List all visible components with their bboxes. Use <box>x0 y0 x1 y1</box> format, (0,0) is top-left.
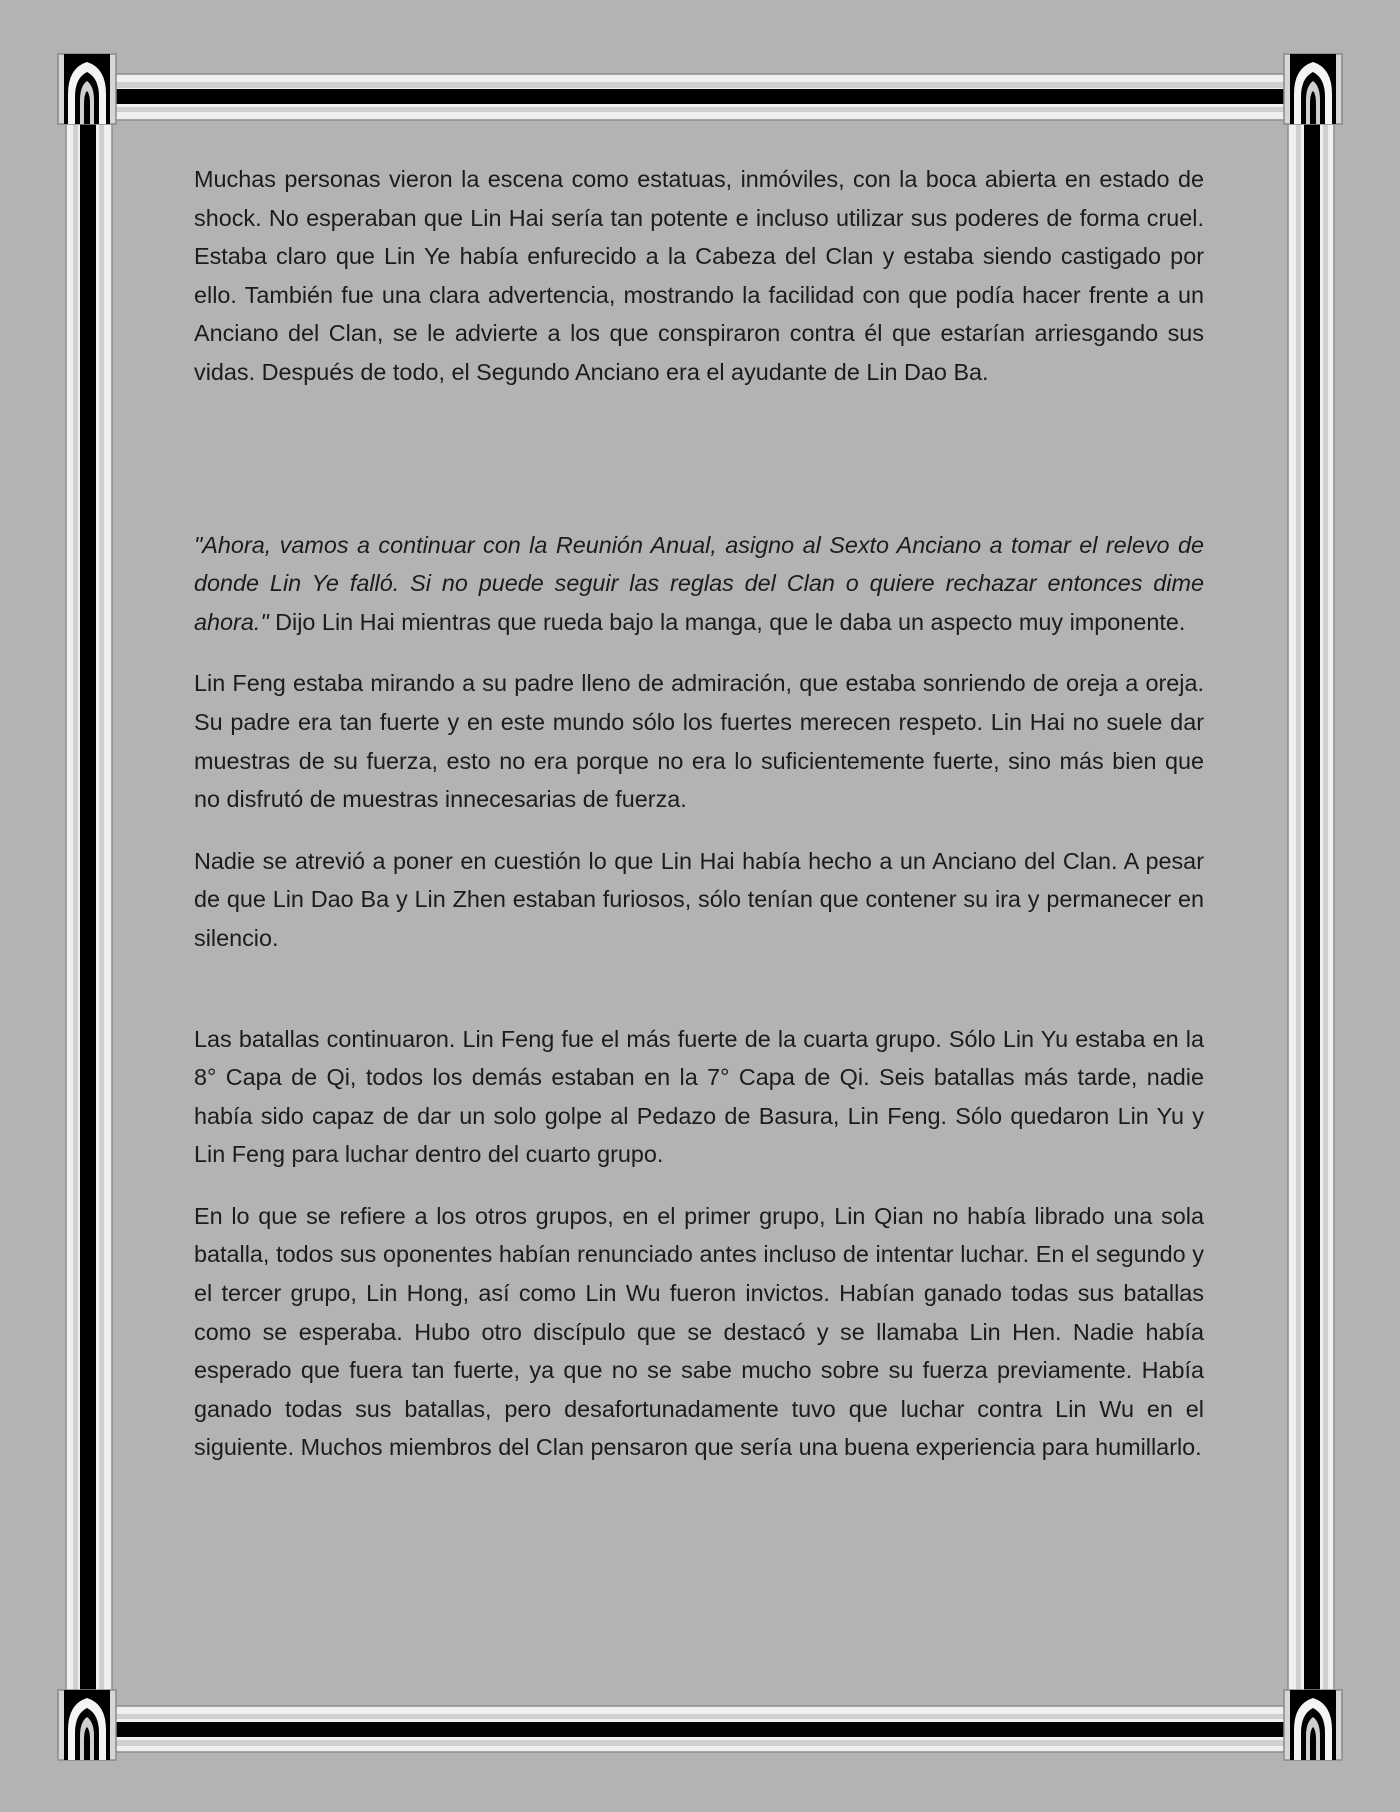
paragraph-2-quote: "Ahora, vamos a continuar con la Reunión Anual, asigno al Sexto Anciano a tomar el relevo de donde Lin Ye falló. Si no puede seguir las reglas del Clan o quiere rechazar entonces dime ahora." <box>194 531 1204 635</box>
corner-ornament-top-left <box>58 54 116 124</box>
bottom-border <box>108 1706 1288 1752</box>
document-body <box>194 160 1204 1467</box>
section-spacer <box>194 958 1204 1020</box>
paragraph-spacer <box>194 819 1204 842</box>
left-border <box>66 120 112 1708</box>
paragraph-4: Nadie se atrevió a poner en cuestión lo que Lin Hai había hecho a un Anciano del Clan. A pesar de que Lin Dao Ba y Lin Zhen estaban furiosos, sólo tenían que contener su ira y permanecer en silencio. <box>194 847 1204 951</box>
right-border <box>1288 120 1334 1708</box>
paragraph-3: Lin Feng estaba mirando a su padre lleno de admiración, que estaba sonriendo de oreja a oreja. Su padre era tan fuerte y en este mundo sólo los fuertes merecen respeto. Lin Hai no suele dar muestras de su fuerza, esto no era porque no era lo suficientemente fuerte, sino más bien que no disfrutó de muestras innecesarias de fuerza. <box>194 670 1204 813</box>
paragraph-spacer <box>194 641 1204 664</box>
paragraph-spacer <box>194 1174 1204 1197</box>
top-border <box>108 74 1288 120</box>
paragraph-2 <box>194 526 1204 642</box>
paragraph-2-narration: Dijo Lin Hai mientras que rueda bajo la manga, que le daba un aspecto muy imponente. <box>268 608 1186 635</box>
section-spacer <box>194 392 1204 526</box>
corner-ornament-top-right <box>1284 54 1342 124</box>
paragraph-6: En lo que se refiere a los otros grupos, en el primer grupo, Lin Qian no había librado una sola batalla, todos sus oponentes habían renunciado antes incluso de intentar luchar. En el segundo y el tercer grupo, Lin Hong, así como Lin Wu fueron invictos. Habían ganado todas sus batallas como se esperaba. Hubo otro discípulo que se destacó y se llamaba Lin Hen. Nadie había esperado que fuera tan fuerte, ya que no se sabe mucho sobre su fuerza previamente. Había ganado todas sus batallas, pero desafortunadamente tuvo que luchar contra Lin Wu en el siguiente. Muchos miembros del Clan pensaron que sería una buena experiencia para humillarlo. <box>194 1202 1204 1461</box>
corner-ornament-bottom-right <box>1284 1690 1342 1760</box>
corner-ornament-bottom-left <box>58 1690 116 1760</box>
paragraph-1: Muchas personas vieron la escena como estatuas, inmóviles, con la boca abierta en estado de shock. No esperaban que Lin Hai sería tan potente e incluso utilizar sus poderes de forma cruel. Estaba claro que Lin Ye había enfurecido a la Cabeza del Clan y estaba siendo castigado por ello. También fue una clara advertencia, mostrando la facilidad con que podía hacer frente a un Anciano del Clan, se le advierte a los que conspiraron contra él que estarían arriesgando sus vidas. Después de todo, el Segundo Anciano era el ayudante de Lin Dao Ba. <box>194 166 1204 385</box>
paragraph-5: Las batallas continuaron. Lin Feng fue el más fuerte de la cuarta grupo. Sólo Lin Yu estaba en la 8° Capa de Qi, todos los demás estaban en la 7° Capa de Qi. Seis batallas más tarde, nadie había sido capaz de dar un solo golpe al Pedazo de Basura, Lin Feng. Sólo quedaron Lin Yu y Lin Feng para luchar dentro del cuarto grupo. <box>194 1025 1204 1168</box>
